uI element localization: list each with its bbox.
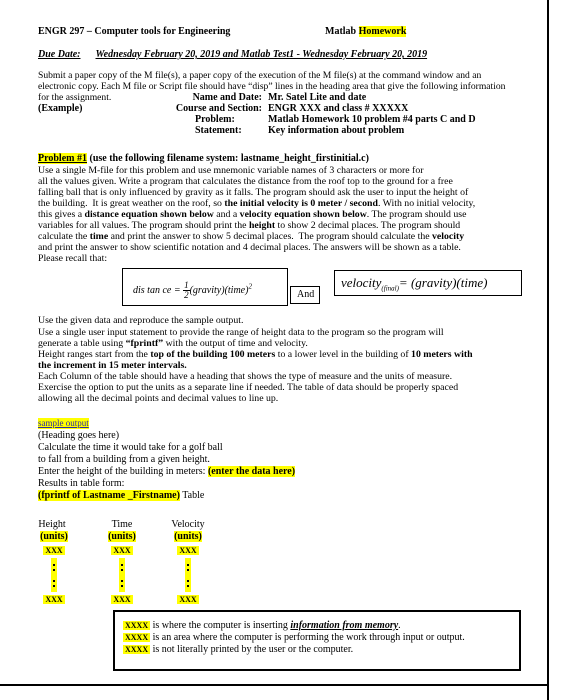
height-xxx-bottom: XXX <box>45 595 63 604</box>
problem-line-2: all the values given. Write a program that calculates the distance from the roof top to the ground for a free <box>38 176 453 187</box>
problem-line-4: the building. It is great weather on the roof, so the initial velocity is 0 meter / second. With no initial velocity, <box>38 198 476 209</box>
velocity-ellipsis <box>185 558 191 592</box>
instruction-1: Use the given data and reproduce the sample output. <box>38 315 244 326</box>
legend-row-memory <box>123 620 401 631</box>
and-box <box>290 286 320 304</box>
instruction-5: the increment in 15 meter intervals. <box>38 360 187 371</box>
distance-rhs: (gravity)(time) <box>189 284 249 296</box>
results-line: Results in table form: <box>38 478 125 489</box>
sample-output-label: sample output <box>38 418 89 428</box>
example-label: (Example) <box>38 103 83 114</box>
time-cell-bottom <box>92 594 152 605</box>
height-prompt <box>38 466 295 477</box>
velocity-xxx-top: XXX <box>179 546 197 555</box>
instruction-2: Use a single user input statement to provide the range of height data to the program so the program will <box>38 327 444 338</box>
problem-filename-note: (use the following filename system: lastname_height_firstinitial.c) <box>86 153 369 164</box>
page-border-bottom <box>0 684 549 686</box>
velocity-cell-top <box>158 545 218 556</box>
legend-text-1: is where the computer is inserting <box>150 620 291 631</box>
velocity-units: (units) <box>174 531 202 542</box>
col-time-units <box>92 531 152 542</box>
time-units: (units) <box>108 531 136 542</box>
problem-line-1: Use a single M-file for this problem and use mnemonic variable names of 3 characters or more for <box>38 165 424 176</box>
due-text: Wednesday February 20, 2019 and Matlab Test1 - Wednesday February 20, 2019 <box>95 49 428 60</box>
info-key-name: Name and Date: <box>192 92 262 103</box>
legend-box <box>113 610 521 671</box>
col-velocity-name: Velocity <box>171 519 205 530</box>
problem-line-5: this gives a distance equation shown below and a velocity equation shown below. The program should use <box>38 209 467 220</box>
info-key-problem: Problem: <box>195 114 235 125</box>
velocity-xxx-bottom: XXX <box>179 595 197 604</box>
velocity-subscript: (final) <box>381 284 399 293</box>
velocity-lhs: velocity <box>341 275 382 290</box>
problem-line-9: Please recall that: <box>38 253 108 264</box>
calc-line-1: Calculate the time it would take for a golf ball <box>38 442 223 453</box>
fraction-numerator: 1 <box>184 280 189 290</box>
fprintf-line <box>38 490 204 501</box>
problem-line-7: calculate the time and print the answer to show 5 decimal places. The program should calculate the velocity <box>38 231 465 242</box>
height-cell-bottom <box>24 594 84 605</box>
submit-line-3: for the assignment. <box>38 92 112 103</box>
legend-row-io <box>123 632 465 643</box>
prompt-input-highlight: (enter the data here) <box>207 466 296 477</box>
info-value-course: ENGR XXX and class # XXXXX <box>268 103 409 114</box>
legend-row-not-printed <box>123 644 353 655</box>
distance-equation <box>133 281 252 300</box>
legend-period: . <box>398 620 401 631</box>
homework-prefix: Matlab <box>325 26 359 37</box>
instruction-4: Height ranges start from the top of the building 100 meters to a lower level in the building of 10 meters with <box>38 349 473 360</box>
info-value-name: Mr. Satel Lite and date <box>268 92 367 103</box>
instruction-3: generate a table using “fprintf” with the output of time and velocity. <box>38 338 308 349</box>
legend-emphasis: information from memory <box>290 620 399 631</box>
time-cell-top <box>92 545 152 556</box>
time-ellipsis <box>119 558 125 592</box>
info-value-problem: Matlab Homework 10 problem #4 parts C and D <box>268 114 476 125</box>
homework-highlight: Homework <box>358 26 407 37</box>
fprintf-rest: Table <box>179 490 205 501</box>
time-xxx-bottom: XXX <box>113 595 131 604</box>
prompt-text: Enter the height of the building in meters: <box>38 466 208 477</box>
submit-line-1: Submit a paper copy of the M file(s), a paper copy of the execution of the M file(s) at the command window and an <box>38 70 482 81</box>
legend-text-2: is an area where the computer is performing the work through input or output. <box>150 632 465 643</box>
problem-line-8: and print the answer to show scientific notation and 4 decimal places. The answers will be shown as a table. <box>38 242 461 253</box>
col-height-units <box>24 531 84 542</box>
due-label: Due Date: <box>38 49 81 60</box>
distance-lhs: dis tan ce = <box>133 284 181 296</box>
time-xxx-top: XXX <box>113 546 131 555</box>
problem-line-3: falling ball that is only influenced by gravity as it falls. The program should ask the user to input the height of <box>38 187 469 198</box>
legend-text-3: is not literally printed by the user or the computer. <box>150 644 354 655</box>
problem-number: Problem #1 <box>38 153 87 164</box>
height-units: (units) <box>40 531 68 542</box>
legend-tag-3: XXXX <box>125 645 149 654</box>
instruction-6: Each Column of the table should have a heading that shows the type of measure and the units of measure. <box>38 371 453 382</box>
velocity-equation <box>341 276 487 296</box>
legend-tag-2: XXXX <box>125 633 149 642</box>
and-label: And <box>297 289 315 300</box>
velocity-cell-bottom <box>158 594 218 605</box>
fprintf-highlight: (fprintf of Lastname _Firstname) <box>38 490 180 501</box>
col-height-name: Height <box>38 519 66 530</box>
velocity-rhs: = (gravity)(time) <box>398 275 488 290</box>
legend-tag-1: XXXX <box>125 621 149 630</box>
problem-line-6: variables for all values. The program should print the height to show 2 decimal places. The program should <box>38 220 461 231</box>
submit-line-2: electronic copy. Each M file or Script file should have “disp” lines in the heading area that give the following information <box>38 81 506 92</box>
problem-title <box>38 153 369 164</box>
page-border-right <box>547 0 549 700</box>
height-xxx-top: XXX <box>45 546 63 555</box>
distance-equation-box <box>122 268 288 306</box>
course-title: ENGR 297 – Computer tools for Engineering <box>38 26 231 37</box>
col-velocity-units <box>158 531 218 542</box>
info-key-statement: Statement: <box>195 125 242 136</box>
fraction-denominator: 2 <box>184 290 189 300</box>
col-time-name: Time <box>111 519 133 530</box>
distance-power: 2 <box>248 282 252 291</box>
instruction-7: Exercise the option to put the units as a separate line if needed. The table of data should be properly spaced <box>38 382 459 393</box>
instruction-8: allowing all the decimal points and decimal values to line up. <box>38 393 279 404</box>
height-cell-top <box>24 545 84 556</box>
calc-line-2: to fall from a building from a given height. <box>38 454 210 465</box>
velocity-equation-box <box>334 270 522 296</box>
info-value-statement: Key information about problem <box>268 125 405 136</box>
due-date-row <box>38 49 427 60</box>
heading-line: (Heading goes here) <box>38 430 120 441</box>
homework-title <box>325 26 406 37</box>
info-key-course: Course and Section: <box>175 103 262 114</box>
height-ellipsis <box>51 558 57 592</box>
